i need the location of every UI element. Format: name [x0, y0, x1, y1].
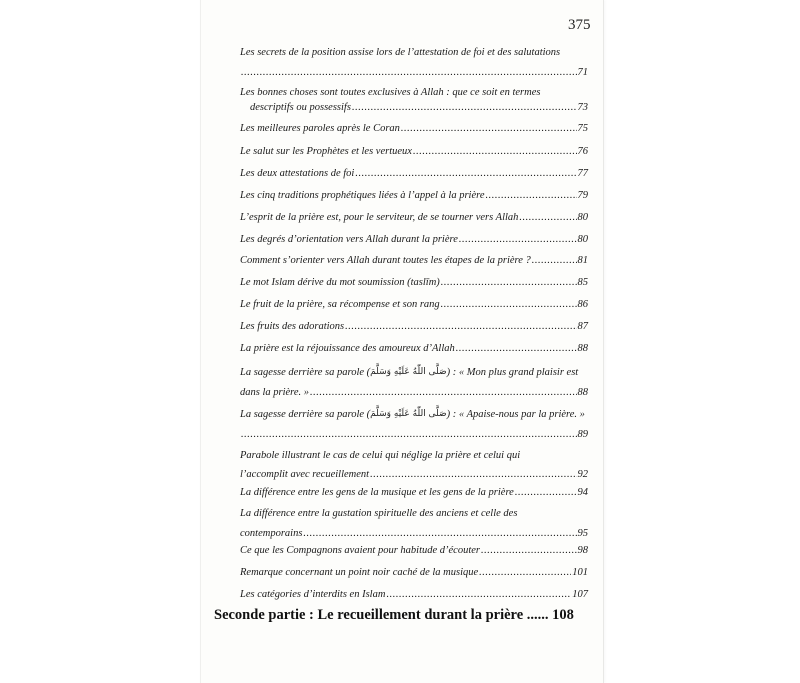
- leader-dots: [241, 62, 577, 83]
- leader-dots: [486, 185, 577, 206]
- leader-dots: [456, 338, 577, 359]
- leader-dots: [515, 482, 577, 503]
- arabic-honorific: صَلَّى اللّٰهُ عَلَيْهِ وَسَلَّمَ: [370, 409, 447, 419]
- toc-entry[interactable]: [240, 482, 588, 503]
- toc-entry-title: Le mot Islam dérive du mot soumission (taslīm): [240, 277, 440, 288]
- toc-entry-title: Ce que les Compagnons avaient pour habitude d’écouter: [240, 545, 481, 556]
- toc-entry-page: 79: [577, 190, 588, 201]
- toc-entry-title-cont: ) : « Mon plus grand plaisir est: [446, 367, 579, 378]
- toc-entry[interactable]: [240, 445, 588, 485]
- toc-entry[interactable]: [240, 42, 588, 83]
- page-number: 375: [568, 17, 591, 33]
- toc-entry[interactable]: [240, 118, 588, 139]
- leader-dots: [532, 250, 577, 271]
- toc-entry-page: 80: [577, 234, 588, 245]
- toc-entry-title: Les cinq traditions prophétiques liées à l’appel à la prière: [240, 190, 485, 201]
- leader-dots: [241, 424, 577, 445]
- part-title: Seconde partie : Le recueillement durant la prière: [214, 607, 524, 623]
- toc-entry-title: Remarque concernant un point noir caché de la musique: [240, 567, 479, 578]
- toc-entry-page: 98: [577, 545, 588, 556]
- toc-entry[interactable]: [240, 229, 588, 250]
- toc-entry[interactable]: [240, 503, 588, 544]
- leader-dots: [355, 163, 576, 184]
- toc-entry[interactable]: [240, 141, 588, 162]
- toc-entry[interactable]: [240, 584, 588, 605]
- toc-entry-page: 73: [577, 102, 588, 113]
- toc-entry-page: 87: [577, 321, 588, 332]
- leader-dots: [441, 294, 577, 315]
- toc-entry-page: 77: [577, 168, 588, 179]
- toc-entry-title: Le salut sur les Prophètes et les vertueux: [240, 146, 412, 157]
- toc-entry-page: 86: [577, 299, 588, 310]
- toc-entry-title: Les fruits des adorations: [240, 321, 345, 332]
- toc-entry-page: 71: [577, 67, 588, 78]
- toc-entry[interactable]: [240, 540, 588, 561]
- toc-entry-title: La prière est la réjouissance des amoureux d’Allah: [240, 343, 455, 354]
- leader-dots: [459, 229, 577, 250]
- toc-entry-title: Les catégories d’interdits en Islam: [240, 589, 386, 600]
- toc-entry[interactable]: [240, 163, 588, 184]
- toc-entry-page: 88: [577, 387, 588, 398]
- toc-entry-title: Comment s’orienter vers Allah durant toutes les étapes de la prière ?: [240, 255, 531, 266]
- leader-dots: [386, 584, 571, 605]
- toc-entry-page: 94: [577, 487, 588, 498]
- toc-entry[interactable]: [240, 562, 588, 583]
- toc-entry-title: Parabole illustrant le cas de celui qui néglige la prière et celui qui: [240, 450, 521, 461]
- leader-dots: [519, 207, 576, 228]
- toc-entry-title-cont: contemporains: [240, 528, 303, 539]
- leader-dots: [481, 540, 576, 561]
- toc-entry-title: La différence entre la gustation spirituelle des anciens et celle des: [240, 508, 518, 519]
- toc-entry-title-cont: descriptifs ou possessifs: [250, 102, 351, 113]
- toc-entry[interactable]: [240, 316, 588, 337]
- toc-entry-page: 85: [577, 277, 588, 288]
- leader-dots: [352, 97, 577, 118]
- toc-entry-title: La sagesse derrière sa parole (: [240, 409, 371, 420]
- leader-dots: [310, 382, 576, 403]
- toc-entry-page: 76: [577, 146, 588, 157]
- toc-entry-page: 88: [577, 343, 588, 354]
- toc-entry[interactable]: [240, 185, 588, 206]
- toc-entry-title-cont: l’accomplit avec recueillement: [240, 469, 370, 480]
- leader-dots: [345, 316, 576, 337]
- toc-entry[interactable]: [240, 250, 588, 271]
- toc-entry-title-cont: dans la prière. »: [240, 387, 310, 398]
- leader-dots: [479, 562, 571, 583]
- toc-entry[interactable]: [240, 338, 588, 359]
- part-leader-dots: ......: [523, 607, 549, 623]
- toc-entry-page: 89: [577, 429, 588, 440]
- toc-entry-page: 95: [577, 528, 588, 539]
- toc-entry-title-cont: ) : « Apaise-nous par la prière. »: [446, 409, 585, 420]
- leader-dots: [441, 272, 577, 293]
- toc-entry-page: 92: [577, 469, 588, 480]
- toc-entry[interactable]: [240, 404, 588, 445]
- leader-dots: [413, 141, 577, 162]
- toc-entry[interactable]: [240, 294, 588, 315]
- leader-dots: [401, 118, 577, 139]
- toc-entry-title: Les degrés d’orientation vers Allah durant la prière: [240, 234, 458, 245]
- toc-entry-title: Les deux attestations de foi: [240, 168, 355, 179]
- part-heading[interactable]: [214, 607, 574, 624]
- toc-entry-page: 107: [572, 589, 588, 600]
- toc-entry[interactable]: [240, 272, 588, 293]
- toc-entry-title: Les secrets de la position assise lors de l’attestation de foi et des salutations: [240, 47, 561, 58]
- toc-entry[interactable]: [240, 207, 588, 228]
- toc-entry[interactable]: [240, 362, 588, 403]
- toc-entry[interactable]: [240, 82, 588, 118]
- arabic-honorific: صَلَّى اللّٰهُ عَلَيْهِ وَسَلَّمَ: [370, 367, 447, 377]
- part-page: 108: [548, 607, 574, 623]
- toc-entry-page: 81: [577, 255, 588, 266]
- toc-entry-title: L’esprit de la prière est, pour le serviteur, de se tourner vers Allah: [240, 212, 519, 223]
- toc-entry-title: Les bonnes choses sont toutes exclusives à Allah : que ce soit en termes: [240, 87, 541, 98]
- toc-entry-page: 75: [577, 123, 588, 134]
- toc-entry-page: 80: [577, 212, 588, 223]
- toc-entry-page: 101: [572, 567, 588, 578]
- toc-entry-title: La différence entre les gens de la musique et les gens de la prière: [240, 487, 514, 498]
- toc-entry-title: Le fruit de la prière, sa récompense et son rang: [240, 299, 440, 310]
- toc-entry-title: Les meilleures paroles après le Coran: [240, 123, 400, 134]
- toc-entry-title: La sagesse derrière sa parole (: [240, 367, 371, 378]
